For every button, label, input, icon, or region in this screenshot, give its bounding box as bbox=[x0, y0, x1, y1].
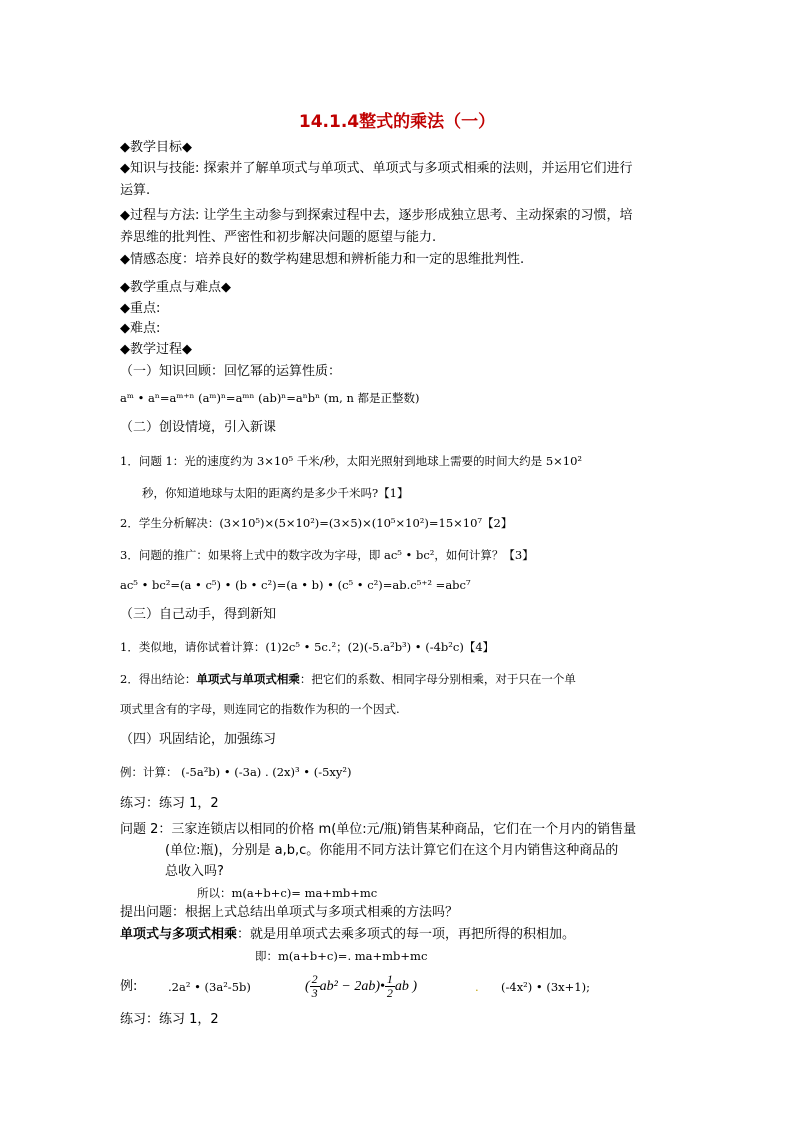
example2-separator: . bbox=[475, 980, 479, 994]
example2-a: .2a² • (3a²-5b) bbox=[168, 980, 251, 994]
part4-title: （四）巩固结论，加强练习 bbox=[120, 732, 277, 747]
power-rules: aᵐ • aⁿ=aᵐ⁺ⁿ (aᵐ)ⁿ=aᵐⁿ (ab)ⁿ=aⁿbⁿ (m, n 都是正整数) bbox=[120, 391, 420, 405]
rule-line bbox=[120, 926, 575, 944]
rule-formula: 即：m(a+b+c)=. ma+mb+mc bbox=[255, 949, 428, 963]
objective-knowledge-line2: 运算. bbox=[120, 183, 151, 198]
key-point-important: ◆重点: bbox=[120, 301, 161, 316]
fraction2-numerator: 1 bbox=[386, 972, 393, 987]
raise-question: 提出问题：根据上式总结出单项式与多项式相乘的方法吗？ bbox=[120, 905, 459, 920]
example2-b-fraction2 bbox=[385, 973, 395, 1000]
rule-name: 单项式与多项式相乘 bbox=[120, 927, 238, 942]
rule-text: ：就是用单项式去乘多项式的每一项，再把所得的积相加。 bbox=[237, 927, 576, 942]
example2-c: (-4x²) • (3x+1); bbox=[501, 980, 590, 994]
problem2-line1: 问题 2：三家连锁店以相同的价格 m(单位:元/瓶)销售某种商品，它们在一个月内的销售量 bbox=[120, 822, 637, 837]
process-heading: ◆教学过程◆ bbox=[120, 342, 192, 357]
conclusion-line1 bbox=[120, 670, 576, 688]
objective-process-line2: 养思维的批判性、严密性和初步解决问题的愿望与能力. bbox=[120, 230, 437, 245]
problem2-line3: 总收入吗? bbox=[165, 864, 224, 879]
fraction1-denominator: 3 bbox=[311, 986, 318, 1001]
question3-calculation: ac⁵ • bc²=(a • c⁵) • (b • c²)=(a • b) • (c⁵ • c²)=ab.c⁵⁺² =abc⁷ bbox=[120, 578, 471, 592]
conclusion-rule-name: 单项式与单项式相乘 bbox=[196, 672, 300, 686]
objective-attitude: ◆情感态度：培养良好的数学构建思想和辨析能力和一定的思维批判性. bbox=[120, 252, 525, 267]
objective-knowledge-line1: ◆知识与技能: 探索并了解单项式与单项式、单项式与多项式相乘的法则，并运用它们进行 bbox=[120, 161, 633, 176]
example2-b-open: ( bbox=[305, 979, 310, 994]
question2: 2．学生分析解决：(3×10⁵)×(5×10²)=(3×5)×(10⁵×10²)=15×10⁷【2】 bbox=[120, 516, 513, 530]
part3-title: （三）自己动手，得到新知 bbox=[120, 607, 277, 622]
page-title: 14.1.4整式的乘法（一） bbox=[298, 112, 496, 132]
example2-label: 例: bbox=[120, 979, 138, 994]
try-calculation: 1．类似地，请你试着计算：(1)2c⁵ • 5c.²；(2)(-5.a²b³) • (-4b²c)【4】 bbox=[120, 640, 495, 654]
problem2-line2: (单位:瓶)，分别是 a,b,c。你能用不同方法计算它们在这个月内销售这种商品的 bbox=[165, 843, 619, 858]
part1-title: （一）知识回顾：回忆幂的运算性质： bbox=[120, 364, 342, 379]
question1-line2: 秒，你知道地球与太阳的距离约是多少千米吗?【1】 bbox=[142, 486, 409, 500]
key-points-heading: ◆教学重点与难点◆ bbox=[120, 280, 231, 295]
fraction1-numerator: 2 bbox=[311, 972, 318, 987]
key-point-difficult: ◆难点: bbox=[120, 321, 161, 336]
question3: 3．问题的推广：如果将上式中的数字改为字母，即 ac⁵ • bc²，如何计算？【3】 bbox=[120, 548, 534, 562]
fraction2-denominator: 2 bbox=[386, 986, 393, 1001]
so-formula: 所以：m(a+b+c)= ma+mb+mc bbox=[197, 886, 378, 900]
part2-title: （二）创设情境，引入新课 bbox=[120, 420, 277, 435]
conclusion-rule-text: ：把它们的系数、相同字母分别相乘，对于只在一个单 bbox=[299, 672, 576, 686]
example2-b bbox=[305, 967, 417, 1007]
objectives-heading: ◆教学目标◆ bbox=[120, 140, 192, 155]
practice1: 练习：练习 1，2 bbox=[120, 796, 219, 811]
example1: 例：计算： (-5a²b) • (-3a) . (2x)³ • (-5xy²) bbox=[120, 765, 352, 779]
practice2: 练习：练习 1，2 bbox=[120, 1012, 219, 1027]
conclusion-prefix: 2．得出结论： bbox=[120, 672, 197, 686]
objective-process-line1: ◆过程与方法: 让学生主动参与到探索过程中去，逐步形成独立思考、主动探索的习惯，培 bbox=[120, 208, 633, 223]
conclusion-line2: 项式里含有的字母，则连同它的指数作为积的一个因式. bbox=[120, 702, 400, 716]
example2-b-middle: ab² − 2ab)• bbox=[319, 979, 385, 994]
question1-line1: 1．问题 1：光的速度约为 3×10⁵ 千米/秒，太阳光照射到地球上需要的时间大约是 5×10² bbox=[120, 454, 583, 468]
example2-b-end: ab ) bbox=[394, 979, 418, 994]
example2-b-fraction1 bbox=[310, 973, 320, 1000]
